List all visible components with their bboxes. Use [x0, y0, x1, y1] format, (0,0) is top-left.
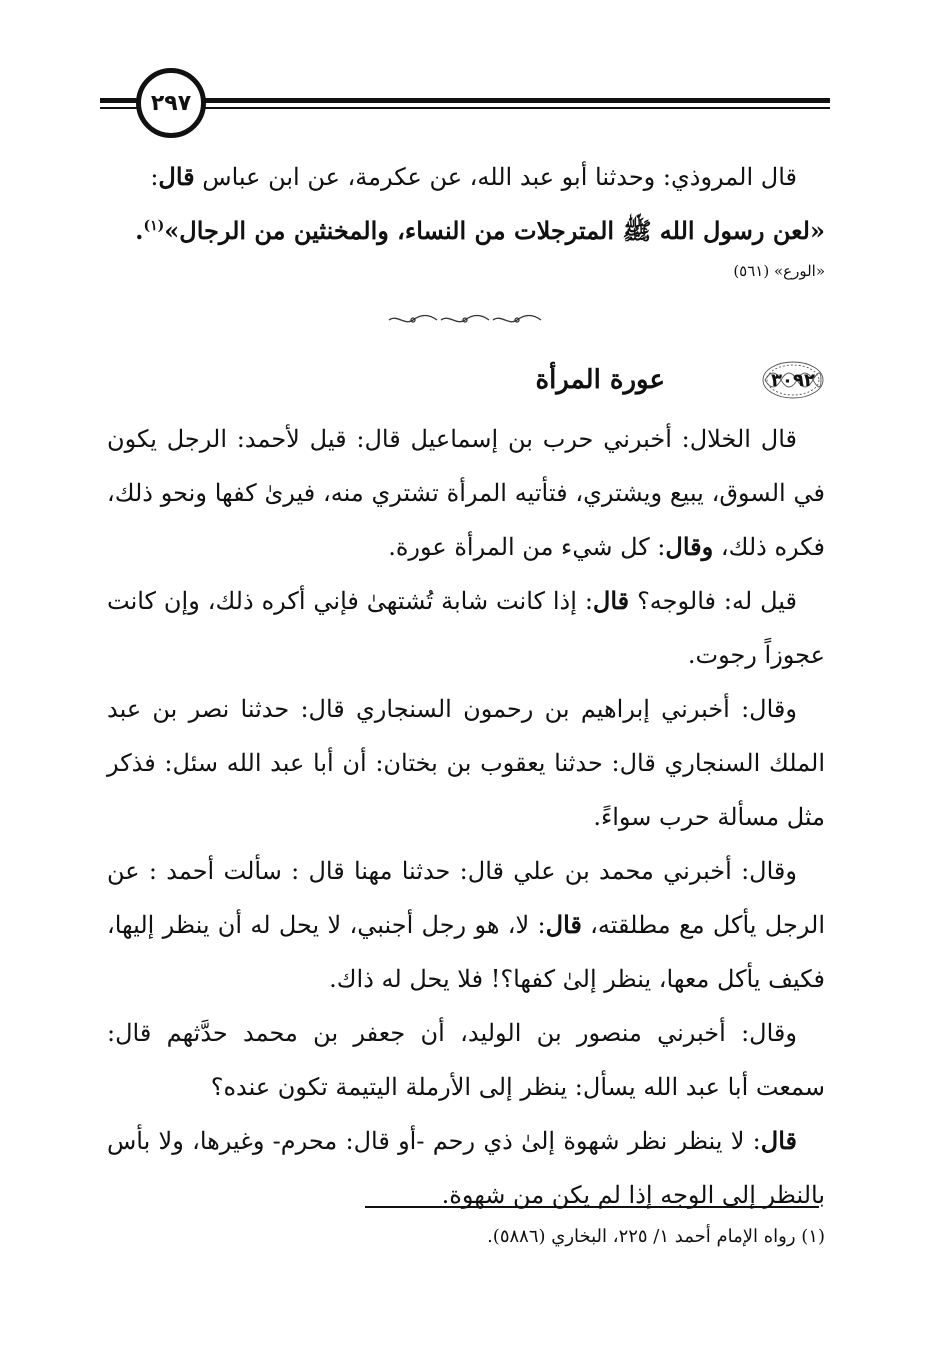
paragraph-bold: وقال	[665, 532, 714, 561]
header-rule-thick	[100, 98, 830, 103]
section-number-badge	[761, 360, 825, 400]
paragraph	[107, 1006, 825, 1114]
section-number: ٣٠٩٢	[771, 369, 815, 391]
footnote: (١) رواه الإمام أحمد ١/ ٢٢٥، البخاري (٥٨٨٦).	[487, 1226, 825, 1247]
paragraph-text: وقال: أخبرني محمد بن علي قال: حدثنا مهنا قال : سألت أحمد : عن الرجل يأكل مع مطلقته،	[107, 857, 825, 939]
hadith-intro-bold: قال	[158, 162, 195, 191]
paragraph	[107, 574, 825, 682]
top-block	[107, 150, 825, 284]
hadith-intro	[107, 150, 825, 204]
paragraph	[107, 682, 825, 844]
footnote-mark: (١)	[143, 218, 165, 234]
hadith-quote	[107, 204, 825, 258]
paragraph	[107, 844, 825, 1006]
hadith-intro-text: قال المروذي: وحدثنا أبو عبد الله، عن عكرمة، عن ابن عباس	[194, 163, 797, 191]
paragraph-bold: قال	[592, 586, 630, 615]
paragraph-bold: قال	[760, 1126, 797, 1155]
section-title: عورة المرأة	[535, 365, 665, 395]
source-reference: «الورع» (٥٦١)	[733, 262, 825, 280]
paragraph-text-end: : لا، هو رجل أجنبي، لا يحل له أن ينظر إليها، فكيف يأكل معها، ينظر إلىٰ كفها؟! فلا يحل له ذاك.	[107, 911, 825, 993]
body-text	[107, 412, 825, 1222]
hadith-quote-text: «لعن رسول الله ﷺ المترجلات من النساء، والمخنثين من الرجال»	[164, 216, 825, 245]
paragraph-text-end: : لا ينظر نظر شهوة إلىٰ ذي رحم -أو قال: محرم- وغيرها، ولا بأس بالنظر إلى الوجه إذا لم يكن من شهوة.	[107, 1127, 825, 1209]
hadith-intro-colon: :	[150, 163, 159, 191]
paragraph-text: وقال: أخبرني إبراهيم بن رحمون السنجاري قال: حدثنا نصر بن عبد الملك السنجاري قال: حدثنا يعقوب بن بختان: أن أبا عبد الله سئل: فذكر مثل مسألة حرب سواءً.	[107, 695, 825, 831]
paragraph	[107, 412, 825, 574]
paragraph-text-end: : إذا كانت شابة تُشتهىٰ فإني أكره ذلك، وإن كانت عجوزاً رجوت.	[107, 587, 825, 669]
paragraph-text: قال الخلال: أخبرني حرب بن إسماعيل قال: قيل لأحمد: الرجل يكون في السوق، يبيع ويشتري، فتأتيه المرأة تشتري منه، فيرىٰ كفها ونحو ذلك، فكره ذلك،	[107, 425, 825, 561]
paragraph-bold: قال	[545, 910, 582, 939]
page-number: ٢٩٧	[136, 68, 206, 138]
paragraph-text: وقال: أخبرني منصور بن الوليد، أن جعفر بن محمد حدَّثهم قال: سمعت أبا عبد الله يسأل: ينظر إلى الأرملة اليتيمة تكون عنده؟	[107, 1019, 825, 1101]
hadith-quote-end: .	[135, 216, 144, 245]
paragraph-text: قيل له: فالوجه؟	[629, 587, 797, 615]
header-rule-thin	[100, 107, 830, 109]
ornament-divider	[385, 313, 545, 327]
footnote-divider	[365, 1206, 819, 1208]
section-heading	[107, 360, 825, 400]
paragraph-text-end: : كل شيء من المرأة عورة.	[388, 533, 666, 561]
page-header	[100, 68, 830, 138]
